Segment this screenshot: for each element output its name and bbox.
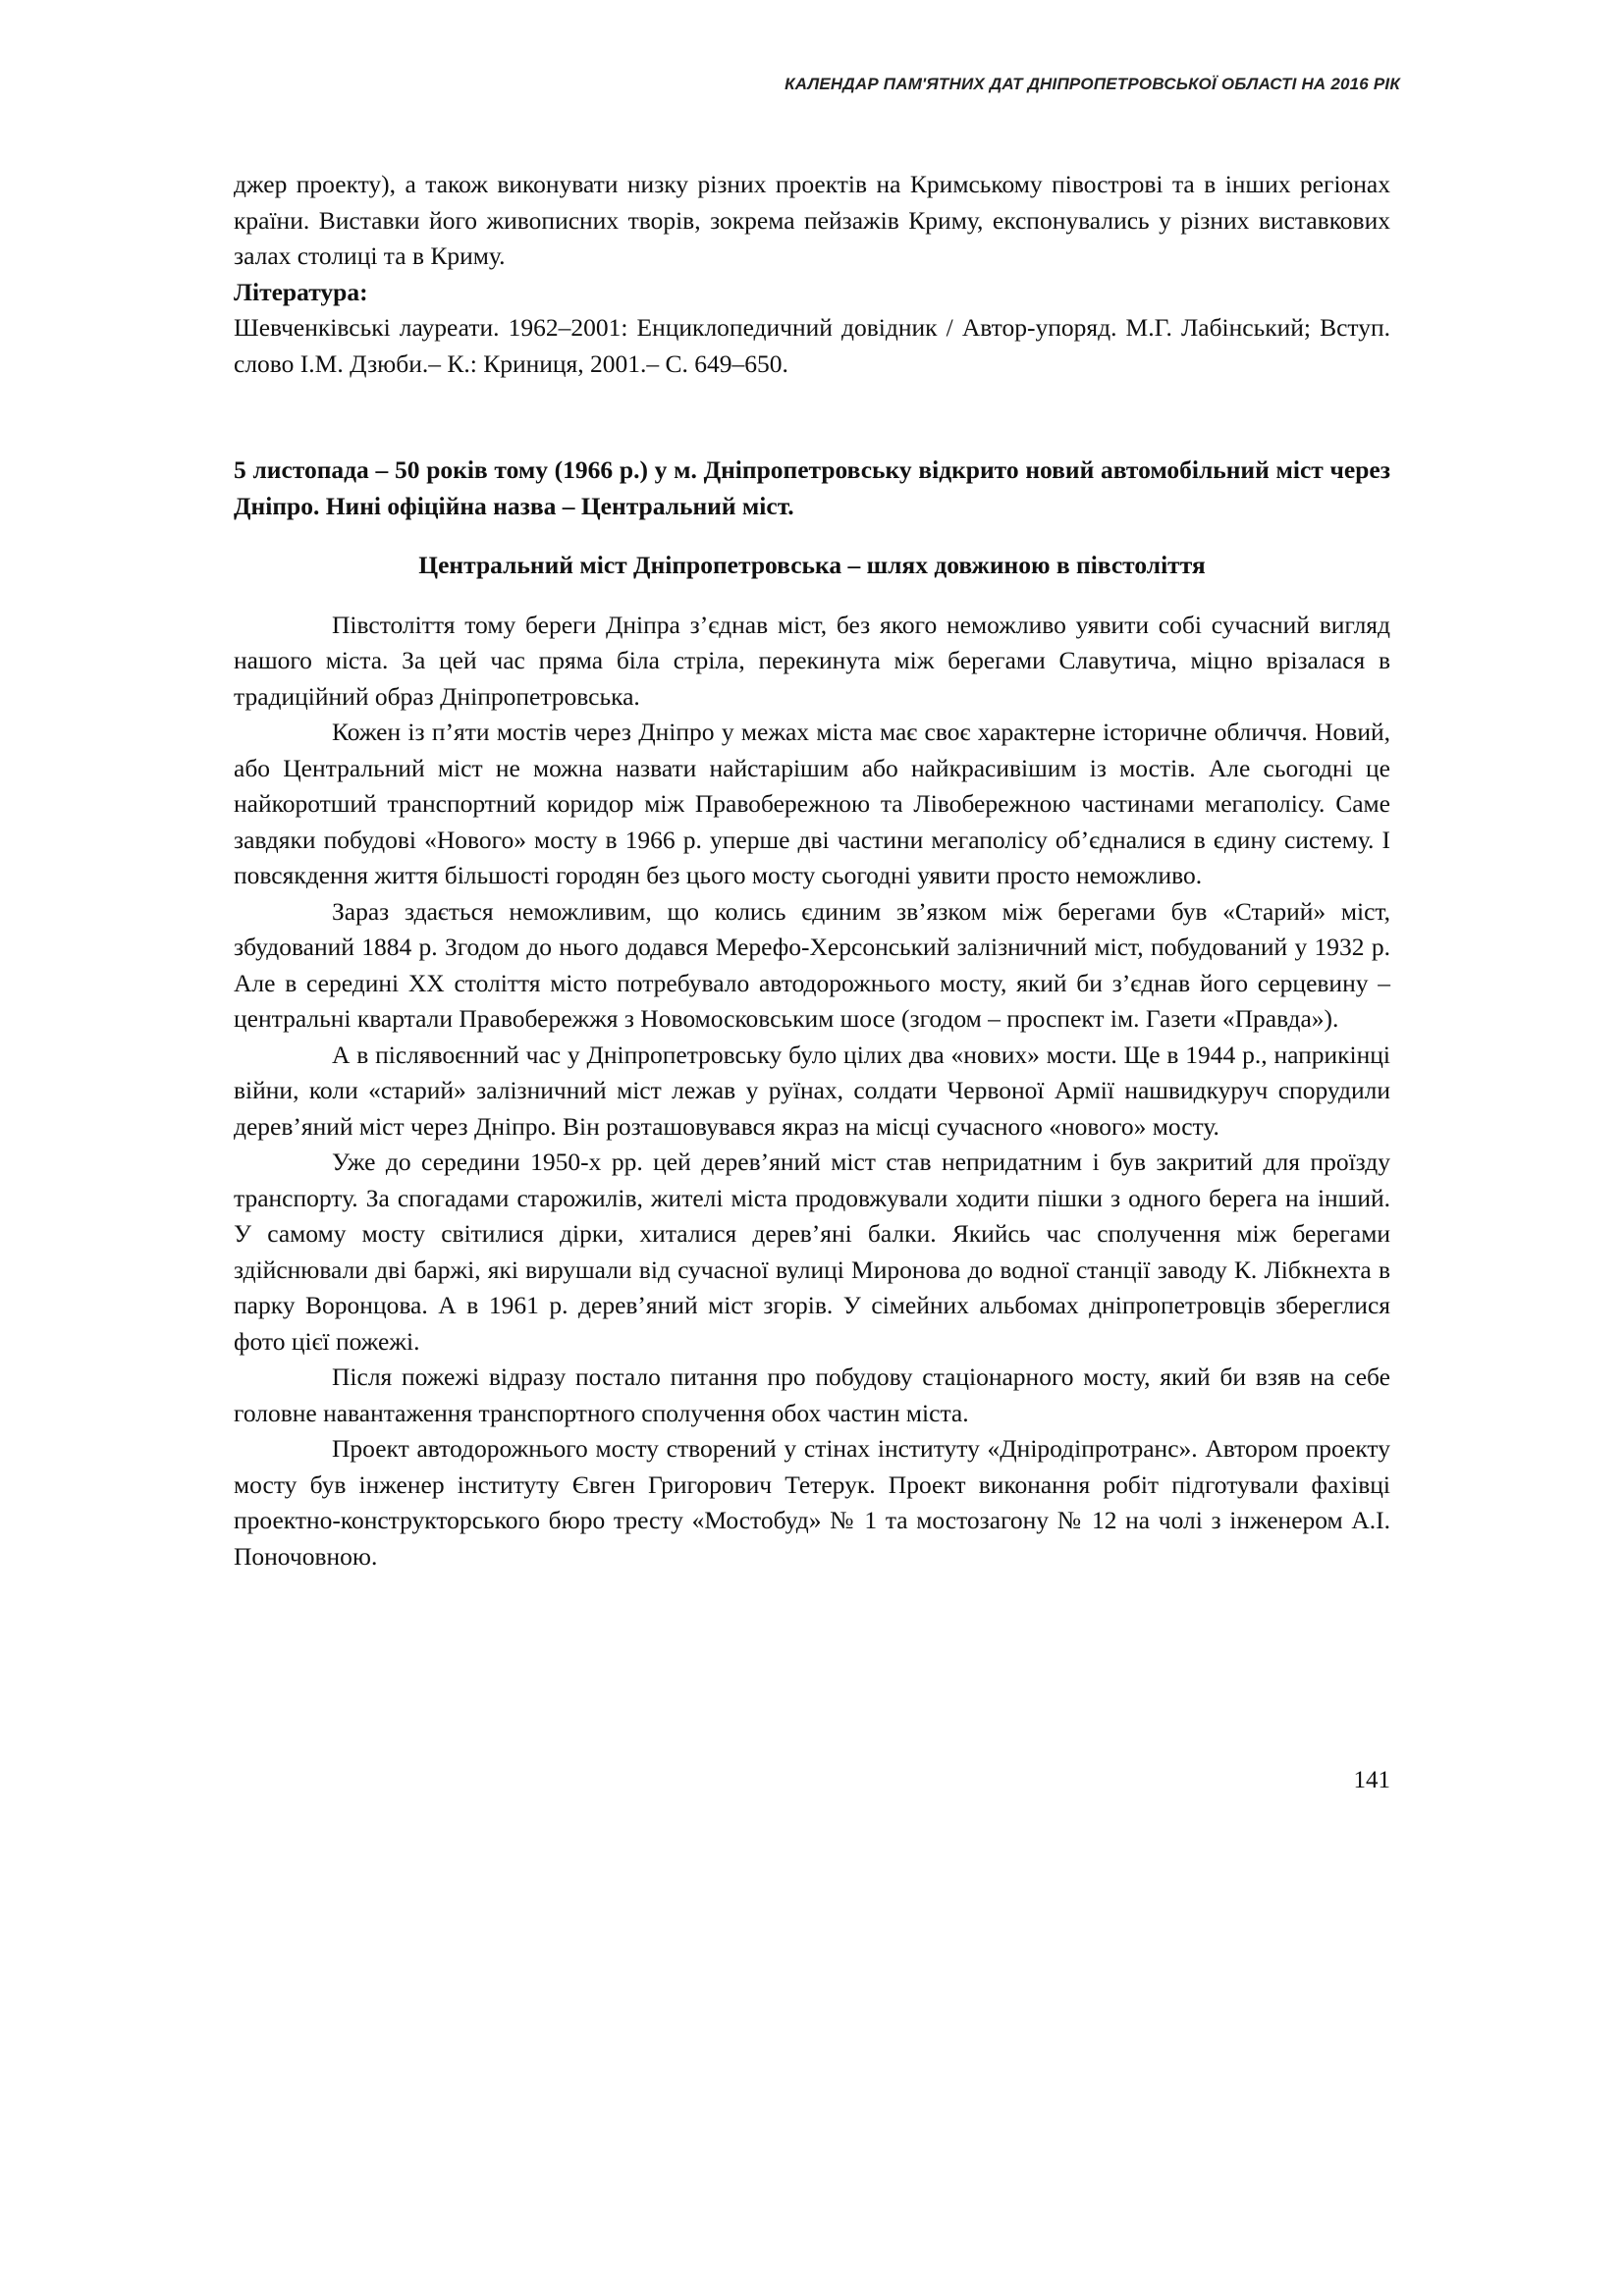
literature-heading: Література: bbox=[234, 277, 368, 306]
page-number: 141 bbox=[1353, 1767, 1390, 1793]
running-header: КАЛЕНДАР ПАМ'ЯТНИХ ДАТ ДНІПРОПЕТРОВСЬКОЇ ОБЛАСТІ НА 2016 РІК bbox=[785, 75, 1400, 93]
article-title: Центральний міст Дніпропетровська – шлях довжиною в півстоліття bbox=[418, 551, 1206, 579]
article-paragraph: Кожен із п’яти мостів через Дніпро у межах міста має своє характерне історичне обличчя. Новий, або Центральний міст не можна назвати найстарішим або найкрасивішим із мостів. Але сьогодні це найкоротший транспортний коридор між Правобережною та Лівобережною частинами мегаполісу. Саме завдяки побудові «Нового» мосту в 1966 р. уперше дві частини мегаполісу об’єдналися в єдину систему. І повсякдення життя більшості городян без цього мосту сьогодні уявити просто неможливо. bbox=[234, 718, 1390, 889]
article-paragraph: Після пожежі відразу постало питання про побудову стаціонарного мосту, який би взяв на себе головне навантаження транспортного сполучення обох частин міста. bbox=[234, 1362, 1390, 1427]
previous-entry-continuation: джер проекту), а також виконувати низку різних проектів на Кримському півострові та в інших регіонах країни. Виставки його живописних творів, зокрема пейзажів Криму, експонувались у різних виставкових залах столиці та в Криму. bbox=[234, 170, 1390, 270]
article-paragraph: Проект автодорожнього мосту створений у стінах інституту «Дніродіпротранс». Автором проекту мосту був інженер інституту Євген Григорович Тетерук. Проект виконання робіт підготували фахівці проектно-конструкторського бюро тресту «Мостобуд» № 1 та мостозагону № 12 на чолі з інженером А.І. Поночовною. bbox=[234, 1434, 1390, 1571]
article-paragraph: Півстоліття тому береги Дніпра з’єднав міст, без якого неможливо уявити собі сучасний вигляд нашого міста. За цей час пряма біла стріла, перекинута між берегами Славутича, міцно врізалася в традиційний образ Дніпропетровська. bbox=[234, 610, 1390, 711]
event-heading: 5 листопада – 50 років тому (1966 р.) у м. Дніпропетровську відкрито новий автомобільний міст через Дніпро. Нині офіційна назва – Центральний міст. bbox=[234, 455, 1390, 520]
literature-entry: Шевченківські лауреати. 1962–2001: Енциклопедичний довідник / Автор-упоряд. М.Г. Лабінський; Вступ. слово І.М. Дзюби.– К.: Криниця, 2001.– С. 649–650. bbox=[234, 313, 1390, 378]
article-paragraph: А в післявоєнний час у Дніпропетровську було цілих два «нових» мости. Ще в 1944 р., наприкінці війни, коли «старий» залізничний міст лежав у руїнах, солдати Червоної Армії нашвидкуруч спорудили дерев’яний міст через Дніпро. Він розташовувався якраз на місці сучасного «нового» мосту. bbox=[234, 1040, 1390, 1141]
article-paragraph: Уже до середини 1950-х рр. цей дерев’яний міст став непридатним і був закритий для проїзду транспорту. За спогадами старожилів, жителі міста продовжували ходити пішки з одного берега на інший. У самому мосту світилися дірки, хиталися дерев’яні балки. Якийсь час сполучення між берегами здійснювали дві баржі, які вирушали від сучасної вулиці Миронова до водної станції заводу К. Лібкнехта в парку Воронцова. А в 1961 р. дерев’яний міст згорів. У сімейних альбомах дніпропетровців збереглися фото цієї пожежі. bbox=[234, 1148, 1390, 1356]
page-content bbox=[234, 167, 1390, 1575]
article-paragraph: Зараз здається неможливим, що колись єдиним зв’язком між берегами був «Старий» міст, збудований 1884 р. Згодом до нього додався Мерефо-Херсонський залізничний міст, побудований у 1932 р. Але в середині XX століття місто потребувало автодорожнього мосту, який би з’єднав його серцевину – центральні квартали Правобережжя з Новомосковським шосе (згодом – проспект ім. Газети «Правда»). bbox=[234, 896, 1390, 1033]
